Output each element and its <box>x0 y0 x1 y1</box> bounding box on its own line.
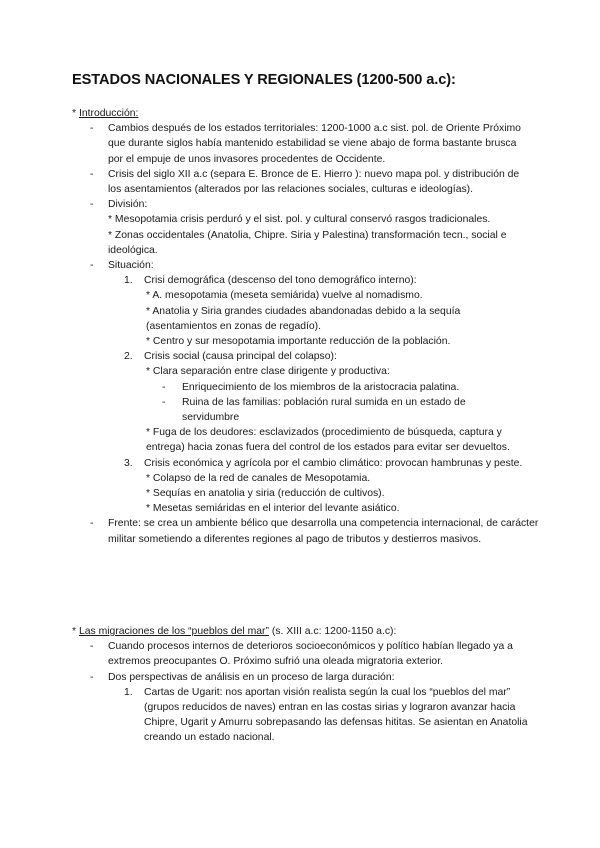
dash-marker: - <box>90 518 94 530</box>
sub-line: * Clara separación entre clase dirigente y productiva: <box>146 366 390 378</box>
numbered-item: 1. Cartas de Ugarit: nos aportan visión realista según la cual los “pueblos del mar” (grupos reducidos de naves) entran en las costas sirias y lograron avanzar hacia Chipre, Ugarit y Amurru sobrepasando las defensas hititas. Se asientan en Anatolia creando un estado nacional. <box>124 686 528 744</box>
sub-line: * Mesetas semiáridas en el interior del levante asiático. <box>146 503 400 515</box>
list-item: - Dos perspectivas de análisis en un proceso de larga duración: 1. Cartas de Ugarit: nos aportan visión realista según la cual los “pueblos del mar” (grupos reducidos de naves) entran en las costas sirias y lograron avanzar hacia Chipre, Ugarit y Amurru sobrepasando las defensas hititas. Se asientan en Anatolia creando un estado nacional. <box>72 670 544 746</box>
dash-marker: - <box>162 381 166 393</box>
dash-marker: - <box>90 199 94 211</box>
dash-marker: - <box>90 123 94 135</box>
section-heading: * Introducción: <box>72 108 139 119</box>
sub-line: * Colapso de la red de canales de Mesopotamia. <box>146 472 371 484</box>
list-item: - División: * Mesopotamia crisis perduró y el sist. pol. y cultural conservó rasgos tradicionales. * Zonas occidentales (Anatolia, Chipre. Siria y Palestina) transformación tecn., social e ideológica. <box>72 197 538 258</box>
section-heading-text: Las migraciones de los “pueblos del mar” <box>78 626 269 637</box>
section-migraciones <box>72 624 562 746</box>
section-heading-text: Introducción: <box>78 108 139 119</box>
list-item: - Cambios después de los estados territoriales: 1200-1000 a.c sist. pol. de Oriente Próximo que durante siglos había mantenido estabilidad se viene abajo de forma bastante brusca por el empuje de unos invasores procedentes de Occidente. <box>90 123 521 165</box>
sub-line: * Sequías en anatolia y siria (reducción de cultivos). <box>146 488 385 500</box>
sub-line: * Anatolia y Siria grandes ciudades abandonadas debido a la sequía (asentamientos en zonas de regadío). <box>146 305 461 332</box>
sub-line: * Centro y sur mesopotamia importante reducción de la población. <box>146 336 451 348</box>
dash-subitem: - Enriquecimiento de los miembros de la aristocracia palatina. <box>146 380 482 395</box>
number-marker: 3. <box>124 457 133 469</box>
list-item: - Frente: se crea un ambiente bélico que desarrolla una competencia internacional, de carácter militar sometiendo a diferentes regiones al pago de tributos y destierros masivos. <box>90 518 539 545</box>
dash-marker: - <box>90 168 94 180</box>
list-item: - Crisis del siglo XII a.c (separa E. Bronce de E. Hierro ): nuevo mapa pol. y distribución de los asentamientos (alterados por las relaciones sociales, culturas e ideologías). <box>90 168 520 196</box>
page-title: ESTADOS NACIONALES Y REGIONALES (1200-500 a.c): <box>72 72 456 88</box>
dash-marker: - <box>90 641 94 653</box>
section-heading: * Las migraciones de los “pueblos del mar” (s. XIII a.c: 1200-1150 a.c): <box>72 626 397 637</box>
list-item: - Situación: 1. Crisi demográfica (descenso del tono demográfico interno): * A. mesopotamia (meseta semiárida) vuelve al nomadismo. * Anatolia y Siria grandes ciudades abandonadas debido a la sequía (asentamientos en zonas de regadío). * Centro y sur mesopotamia importante reducción de la población. 2. Crisis social (causa principal del colapso): * Clara separación entre clase dirigente y productiva: - Enriquecimiento de los miembros de la aristocracia palatina. - Ruina de las familias: población rural sumida en un estado de servidumbre * Fuga de los deudores: esclavizados (procedimiento de búsqueda, captura y entrega) hacia zonas fuera del control de los estados para evitar ser devueltos. 3. Crisis económica y agrícola por el cambio climático: provocan hambrunas y peste. * Colapso de la red de canales de Mesopotamia. * Sequías en anatolia y siria (reducción de cultivos). * Mesetas semiáridas en el interior del levante asiático. <box>72 258 538 516</box>
numbered-item: 2. Crisis social (causa principal del colapso): * Clara separación entre clase dirigente y productiva: - Enriquecimiento de los miembros de la aristocracia palatina. - Ruina de las familias: población rural sumida en un estado de servidumbre * Fuga de los deudores: esclavizados (procedimiento de búsqueda, captura y entrega) hacia zonas fuera del control de los estados para evitar ser devueltos. <box>108 349 524 455</box>
sub-line: * Mesopotamia crisis perduró y el sist. pol. y cultural conservó rasgos tradicionales. <box>108 214 491 226</box>
section-introduccion <box>72 106 562 547</box>
dash-subitem: - Ruina de las familias: población rural sumida en un estado de servidumbre <box>162 396 466 424</box>
number-marker: 2. <box>124 351 133 363</box>
number-marker: 1. <box>124 686 133 698</box>
numbered-item: 3. Crisis económica y agrícola por el cambio climático: provocan hambrunas y peste. * Colapso de la red de canales de Mesopotamia. * Sequías en anatolia y siria (reducción de cultivos). * Mesetas semiáridas en el interior del levante asiático. <box>108 456 530 517</box>
list-item: - Cuando procesos internos de deterioros socioeconómicos y político habían llegado ya a extremos preocupantes O. Próximo sufrió una oleada migratoria exterior. <box>90 641 513 668</box>
dash-marker: - <box>162 396 166 408</box>
dash-marker: - <box>90 260 94 272</box>
dash-marker: - <box>90 671 94 683</box>
sub-line: * Fuga de los deudores: esclavizados (procedimiento de búsqueda, captura y entrega) hacia zonas fuera del control de los estados para evitar ser devueltos. <box>146 427 510 454</box>
sub-line: * Zonas occidentales (Anatolia, Chipre. Siria y Palestina) transformación tecn., social e ideológica. <box>108 229 507 256</box>
numbered-item: 1. Crisi demográfica (descenso del tono demográfico interno): * A. mesopotamia (meseta semiárida) vuelve al nomadismo. * Anatolia y Siria grandes ciudades abandonadas debido a la sequía (asentamientos en zonas de regadío). * Centro y sur mesopotamia importante reducción de la población. <box>108 273 524 349</box>
number-marker: 1. <box>124 275 133 287</box>
sub-line: * A. mesopotamia (meseta semiárida) vuelve al nomadismo. <box>146 290 423 302</box>
